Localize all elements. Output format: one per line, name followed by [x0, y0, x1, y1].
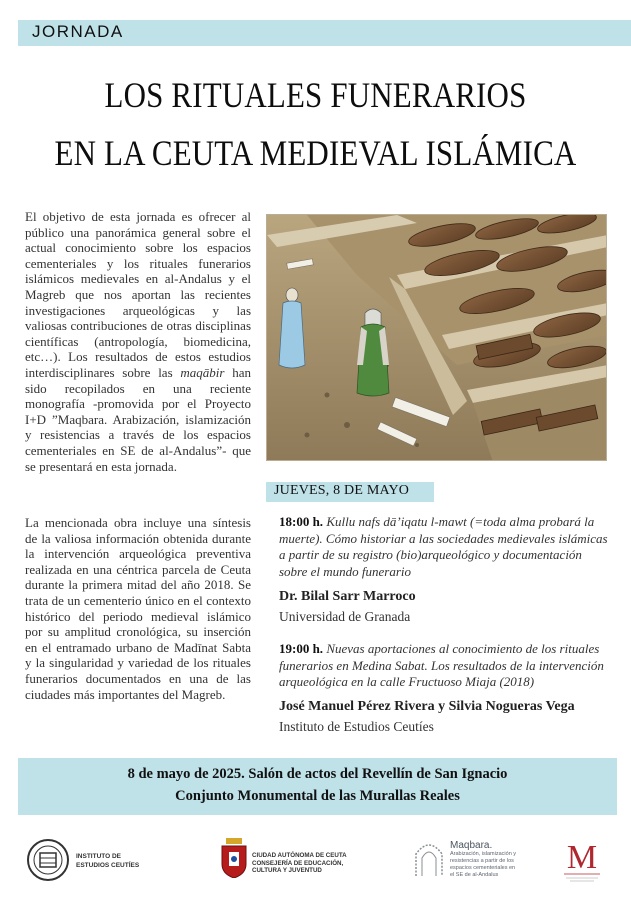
iec-logo	[26, 838, 70, 882]
ceuta-line-2: CONSEJERÍA DE EDUCACIÓN,	[252, 859, 344, 867]
talk-1	[279, 514, 609, 580]
maqbara-logo-text	[450, 840, 516, 879]
talk-1-speaker: Dr. Bilal Sarr Marroco	[279, 589, 416, 604]
intro-paragraph-1-text-b: han sido recopilados en una reciente monografía -promovida por el Proyecto I+D ”Maqbara. Arabización, islamización y resistencias a través de los espacios cementeriales en SE de al-Andalus”- que se presentará en esta jornada.	[25, 364, 251, 474]
intro-paragraph-2: La mencionada obra incluye una síntesis de la valiosa información obtenida durante la intervención arqueológica preventiva realizada en una céntrica parcela de Ceuta durante la primera mitad del año 2018. Se trata de un cementerio único en el contexto histórico del periodo medieval islámico por su amplitud cronológica, su inserción en el entramado urbano de Madīnat Sabta y la singularidad y variedad de los rituales funerarios documentados en una de las ciudades más importantes del Magreb.	[25, 515, 251, 702]
header-label: JORNADA	[32, 22, 124, 41]
ceuta-logo-text	[252, 852, 347, 875]
maqbara-desc-4: el SE de al-Andalus	[450, 872, 499, 878]
maqbara-desc-1: Arabización, islamización y	[450, 851, 517, 857]
iec-line-1: INSTITUTO DE	[76, 853, 122, 860]
talk-2-speaker: José Manuel Pérez Rivera y Silvia Nogueras Vega	[279, 699, 575, 714]
intro-paragraph-1-term: maqābir	[180, 364, 225, 380]
talk-1-affiliation: Universidad de Granada	[279, 609, 411, 624]
maqbara-arch-icon	[412, 838, 446, 878]
ministry-logo	[560, 836, 604, 884]
maqbara-logo	[412, 838, 446, 878]
iec-line-2: ESTUDIOS CEUTÍES	[76, 861, 140, 869]
maqbara-desc-3: espacios cementeriales en	[450, 865, 516, 871]
intro-paragraph-1-text-a: El objetivo de esta jornada es ofrecer al público una panorámica general sobre el actual conocimiento sobre los espacios cementeriales y los rituales funerarios islámicos medievales en al-Andalus y el Magreb que nos aportan las recientes investigaciones arqueológicas y las valiosas contribuciones de otras disciplinas científicas (antropología, biomedicina, etc…). Los resultados de estos estudios interdisciplinares sobre las	[25, 209, 251, 380]
title-line-1: LOS RITUALES FUNERARIOS	[104, 75, 527, 115]
cemetery-illustration	[266, 214, 607, 461]
maqbara-name: Maqbara.	[450, 840, 493, 851]
ceuta-line-1: CIUDAD AUTÓNOMA DE CEUTA	[252, 852, 347, 859]
ceuta-shield-logo	[220, 838, 248, 878]
ministry-m-icon	[560, 836, 604, 884]
ceuta-line-3: CULTURA Y JUVENTUD	[252, 867, 322, 875]
header-band	[18, 20, 631, 46]
talk-2-affiliation: Instituto de Estudios Ceutíes	[279, 719, 434, 734]
intro-paragraph-1	[25, 209, 251, 507]
talk-2-time: 19:00 h.	[279, 641, 324, 656]
talk-2	[279, 641, 609, 691]
program-date: JUEVES, 8 DE MAYO	[274, 483, 410, 498]
talk-2-title: Nuevas aportaciones al conocimiento de los rituales funerarios en Medina Sabat. Los resultados de la intervención arqueológica en la calle Fructuoso Miaja (2018)	[279, 641, 604, 689]
iec-seal-icon	[26, 838, 70, 882]
venue-line-2: Conjunto Monumental de las Murallas Reales	[175, 788, 460, 804]
iec-logo-text	[76, 853, 139, 870]
cemetery-illustration-svg	[267, 215, 607, 461]
title-line-2: EN LA CEUTA MEDIEVAL ISLÁMICA	[54, 133, 577, 173]
ceuta-shield-icon	[220, 838, 248, 878]
talk-1-time: 18:00 h.	[279, 514, 324, 529]
ministry-mark: M	[566, 839, 598, 876]
talk-1-title: Kullu nafs dā’iqatu l-mawt (=toda alma probará la muerte). Cómo historiar a las sociedades medievales islámicas a partir de su registro (bio)arqueológico y documentación sobre el mundo funerario	[279, 514, 608, 579]
maqbara-desc-2: resistencias a partir de los	[450, 858, 514, 864]
program-date-band	[266, 482, 434, 502]
venue-line-1: 8 de mayo de 2025. Salón de actos del Revellín de San Ignacio	[127, 766, 508, 782]
